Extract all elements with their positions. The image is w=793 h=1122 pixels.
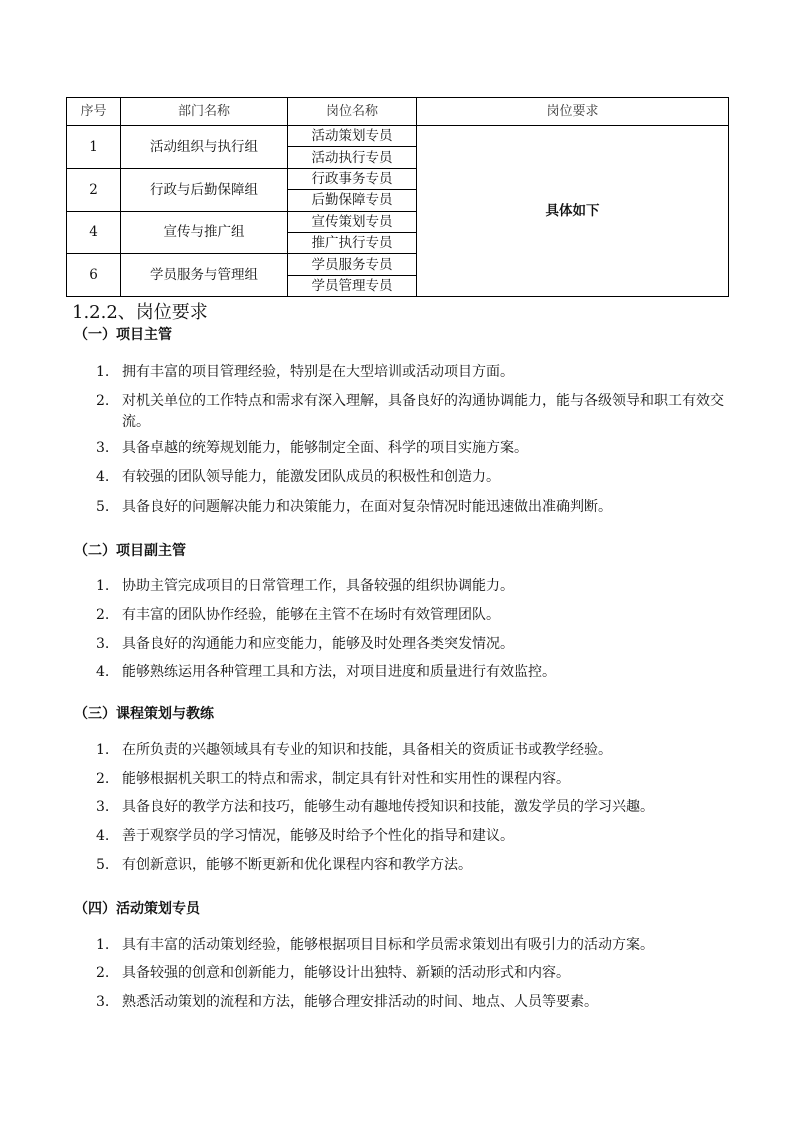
list-text: 协助主管完成项目的日常管理工作，具备较强的组织协调能力。 <box>122 578 514 594</box>
subsection-title: （三）课程策划与教练 <box>74 706 214 722</box>
department-name: 活动组织与执行组 <box>121 126 288 169</box>
row-number: 1 <box>67 126 121 169</box>
position-table <box>66 97 729 297</box>
requirement-cell: 具体如下 <box>417 126 729 297</box>
list-text: 有丰富的团队协作经验，能够在主管不在场时有效管理团队。 <box>122 607 500 623</box>
list-text: 在所负责的兴趣领域具有专业的知识和技能，具备相关的资质证书或教学经验。 <box>122 742 612 758</box>
position-name: 活动策划专员 <box>288 126 417 147</box>
position-name: 学员服务专员 <box>288 254 417 275</box>
header-cell: 序号 <box>67 98 121 126</box>
position-name: 学员管理专员 <box>288 275 417 296</box>
subsection-title: （一）项目主管 <box>74 327 172 343</box>
list-number: 2. <box>96 393 110 409</box>
section-heading: 1.2.2、岗位要求 <box>72 302 208 323</box>
list-number: 4. <box>96 828 110 844</box>
list-number: 5. <box>96 499 110 515</box>
list-number: 1. <box>96 364 110 380</box>
list-number: 3. <box>96 799 110 815</box>
position-name: 行政事务专员 <box>288 168 417 189</box>
list-text: 能够根据机关职工的特点和需求，制定具有针对性和实用性的课程内容。 <box>122 771 570 787</box>
department-name: 学员服务与管理组 <box>121 254 288 297</box>
department-name: 行政与后勤保障组 <box>121 168 288 211</box>
list-number: 4. <box>96 469 110 485</box>
department-name: 宣传与推广组 <box>121 211 288 254</box>
list-text: 拥有丰富的项目管理经验，特别是在大型培训或活动项目方面。 <box>122 364 514 380</box>
list-number: 5. <box>96 857 110 873</box>
list-number: 2. <box>96 607 110 623</box>
list-text: 具备良好的教学方法和技巧，能够生动有趣地传授知识和技能，激发学员的学习兴趣。 <box>122 799 654 815</box>
table-header-row <box>67 98 729 126</box>
list-text: 具备良好的问题解决能力和决策能力，在面对复杂情况时能迅速做出准确判断。 <box>122 499 612 515</box>
list-text: 有较强的团队领导能力，能激发团队成员的积极性和创造力。 <box>122 469 500 485</box>
list-number: 2. <box>96 771 110 787</box>
row-number: 4 <box>67 211 121 254</box>
header-cell: 岗位名称 <box>288 98 417 126</box>
list-number: 1. <box>96 937 110 953</box>
list-number: 3. <box>96 636 110 652</box>
position-name: 推广执行专员 <box>288 232 417 253</box>
list-number: 4. <box>96 664 110 680</box>
row-number: 2 <box>67 168 121 211</box>
list-number: 3. <box>96 994 110 1010</box>
list-text: 具备卓越的统筹规划能力，能够制定全面、科学的项目实施方案。 <box>122 440 528 456</box>
row-number: 6 <box>67 254 121 297</box>
list-text: 有创新意识，能够不断更新和优化课程内容和教学方法。 <box>122 857 472 873</box>
list-number: 1. <box>96 742 110 758</box>
position-name: 后勤保障专员 <box>288 190 417 211</box>
subsection-title: （二）项目副主管 <box>74 543 186 559</box>
list-number: 3. <box>96 440 110 456</box>
list-text: 具有丰富的活动策划经验，能够根据项目目标和学员需求策划出有吸引力的活动方案。 <box>122 937 654 953</box>
list-text: 对机关单位的工作特点和需求有深入理解，具备良好的沟通协调能力，能与各级领导和职工有效交流。 <box>122 393 724 430</box>
list-text: 熟悉活动策划的流程和方法，能够合理安排活动的时间、地点、人员等要素。 <box>122 994 598 1010</box>
list-text: 具备较强的创意和创新能力，能够设计出独特、新颖的活动形式和内容。 <box>122 965 570 981</box>
header-cell: 岗位要求 <box>417 98 729 126</box>
list-text: 善于观察学员的学习情况，能够及时给予个性化的指导和建议。 <box>122 828 514 844</box>
list-number: 2. <box>96 965 110 981</box>
subsection-title: （四）活动策划专员 <box>74 901 200 917</box>
list-number: 1. <box>96 578 110 594</box>
position-name: 活动执行专员 <box>288 147 417 168</box>
list-text: 具备良好的沟通能力和应变能力，能够及时处理各类突发情况。 <box>122 636 514 652</box>
position-name: 宣传策划专员 <box>288 211 417 232</box>
table-row <box>67 126 729 147</box>
header-cell: 部门名称 <box>121 98 288 126</box>
list-text: 能够熟练运用各种管理工具和方法，对项目进度和质量进行有效监控。 <box>122 664 556 680</box>
